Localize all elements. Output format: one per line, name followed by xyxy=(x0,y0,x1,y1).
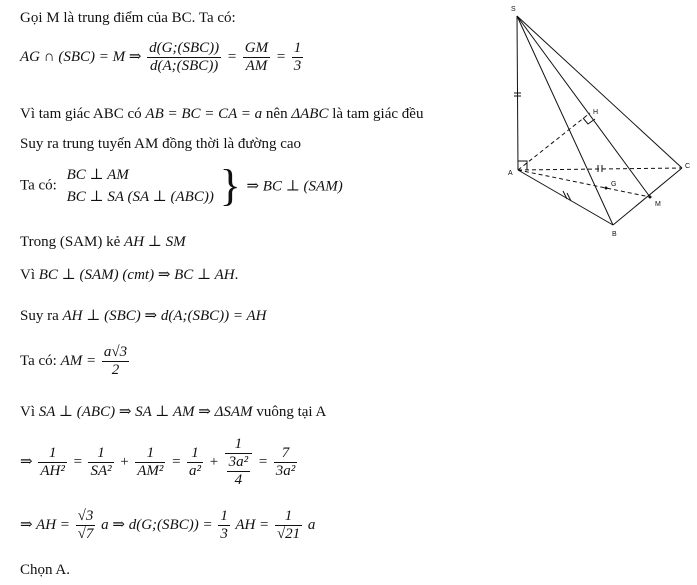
fraction xyxy=(275,508,302,543)
label-c: C xyxy=(685,163,691,170)
frac-num: a√3 xyxy=(103,344,128,360)
edge-sc xyxy=(517,16,682,168)
math: ⇒ AH = xyxy=(20,516,70,533)
equals: = xyxy=(72,454,83,470)
math: AB = BC = CA = a xyxy=(145,106,263,122)
text: . xyxy=(234,267,239,283)
text: vuông tại A xyxy=(256,404,327,420)
fraction-inner xyxy=(225,454,253,489)
math: AM = xyxy=(60,352,97,369)
frac-den: a² xyxy=(189,463,202,480)
frac-num: GM xyxy=(244,40,269,56)
fraction xyxy=(88,445,113,480)
edge-sb xyxy=(517,16,613,225)
frac-den: 3a² xyxy=(275,463,296,480)
tick-ab xyxy=(563,191,567,199)
text: Trong (SAM) kẻ xyxy=(20,234,121,250)
fraction-nested xyxy=(225,436,253,489)
math: a xyxy=(307,516,316,533)
line-4: Suy ra trung tuyến AM đồng thời là đường cao xyxy=(20,136,302,152)
frac-den: 3 xyxy=(293,58,302,74)
equals: = xyxy=(275,48,286,65)
line-10 xyxy=(20,402,326,421)
frac-den: d(A;(SBC)) xyxy=(150,58,219,74)
label-g: G xyxy=(611,181,617,188)
frac-num: 7 xyxy=(274,445,298,463)
edge-ah-dashed xyxy=(518,113,590,170)
label-b: B xyxy=(612,231,617,238)
text: Vì xyxy=(20,267,35,283)
frac-num: 3a² xyxy=(228,454,249,470)
frac-den: AM xyxy=(245,58,268,74)
label-m: M xyxy=(655,201,661,208)
line-6 xyxy=(20,232,186,251)
line-5 xyxy=(20,161,343,210)
line-2-lead: AG ∩ (SBC) = M ⇒ xyxy=(20,48,142,65)
relation-row: BC ⊥ SA (SA ⊥ (ABC)) xyxy=(66,189,214,205)
point-m xyxy=(649,196,652,199)
frac-den: 4 xyxy=(234,472,243,488)
math: ΔABC xyxy=(291,106,329,122)
line-8 xyxy=(20,306,266,325)
system-of-relations xyxy=(67,164,214,208)
frac-num: 1 xyxy=(225,436,253,454)
fraction-distance-ratio xyxy=(147,40,221,75)
frac-num: 1 xyxy=(187,445,203,463)
pyramid-figure xyxy=(505,0,695,240)
line-2 xyxy=(20,40,305,75)
line-9 xyxy=(20,344,131,379)
math: AH ⊥ (SBC) ⇒ d(A;(SBC)) = AH xyxy=(62,308,267,324)
frac-den: AM² xyxy=(137,463,164,480)
math: BC ⊥ (SAM) (cmt) ⇒ BC ⊥ AH xyxy=(38,267,235,283)
fraction xyxy=(218,508,230,543)
line-1: Gọi M là trung điểm của BC. Ta có: xyxy=(20,10,236,26)
plus: + xyxy=(208,454,219,470)
frac-den: 3 xyxy=(220,526,228,542)
relation-row: BC ⊥ AM xyxy=(66,167,129,183)
frac-den: √21 xyxy=(276,526,301,542)
edge-sm xyxy=(517,16,650,197)
text: nên xyxy=(265,106,288,122)
edge-ab xyxy=(518,170,613,225)
math: AH ⊥ SM xyxy=(124,234,186,250)
text: Vì xyxy=(20,404,35,420)
text: Vì tam giác ABC có xyxy=(20,106,142,122)
right-brace: } xyxy=(219,161,241,210)
fraction-am xyxy=(102,344,129,379)
equals: = xyxy=(226,48,238,65)
line-12 xyxy=(20,508,315,543)
label-h: H xyxy=(593,109,599,116)
line-7 xyxy=(20,265,238,284)
frac-num: 1 xyxy=(220,508,228,524)
math: ⇒ BC ⊥ (SAM) xyxy=(246,178,343,195)
fraction xyxy=(38,445,67,480)
frac-den: 2 xyxy=(111,362,120,378)
fraction-one-third xyxy=(292,40,304,75)
frac-num: 1 xyxy=(88,445,113,463)
frac-num: √3 xyxy=(77,508,94,524)
label-a: A xyxy=(508,170,513,177)
fraction xyxy=(274,445,298,480)
math: AH = xyxy=(235,516,270,533)
text: Ta có: xyxy=(20,352,57,369)
frac-num: 1 xyxy=(275,508,302,526)
frac-num: 1 xyxy=(293,40,302,56)
frac-den: AH² xyxy=(40,463,65,480)
math: SA ⊥ (ABC) ⇒ SA ⊥ AM ⇒ ΔSAM xyxy=(38,404,253,420)
text: Suy ra xyxy=(20,308,59,324)
frac-den: SA² xyxy=(90,463,112,480)
frac-num: 1 xyxy=(135,445,165,463)
line-11 xyxy=(20,436,299,489)
equals: = xyxy=(257,454,269,470)
frac-den: √7 xyxy=(77,526,94,542)
point-g xyxy=(605,187,608,190)
text: là tam giác đều xyxy=(332,106,424,122)
fraction-gm-am xyxy=(243,40,270,75)
edge-ac-dashed xyxy=(518,168,682,170)
plus: + xyxy=(119,454,130,470)
frac-num: 1 xyxy=(38,445,67,463)
text: Ta có: xyxy=(20,177,57,194)
edge-bc xyxy=(613,168,682,225)
fraction xyxy=(76,508,96,543)
label-s: S xyxy=(511,6,516,13)
frac-num: d(G;(SBC)) xyxy=(149,40,220,56)
fraction xyxy=(135,445,165,480)
line-13: Chọn A. xyxy=(20,562,71,578)
fraction xyxy=(187,445,203,480)
line-3 xyxy=(20,106,423,123)
implies: ⇒ xyxy=(20,454,33,470)
equals: = xyxy=(171,454,182,470)
math: a ⇒ d(G;(SBC)) = xyxy=(101,516,213,533)
edge-am-dashed xyxy=(518,170,650,197)
